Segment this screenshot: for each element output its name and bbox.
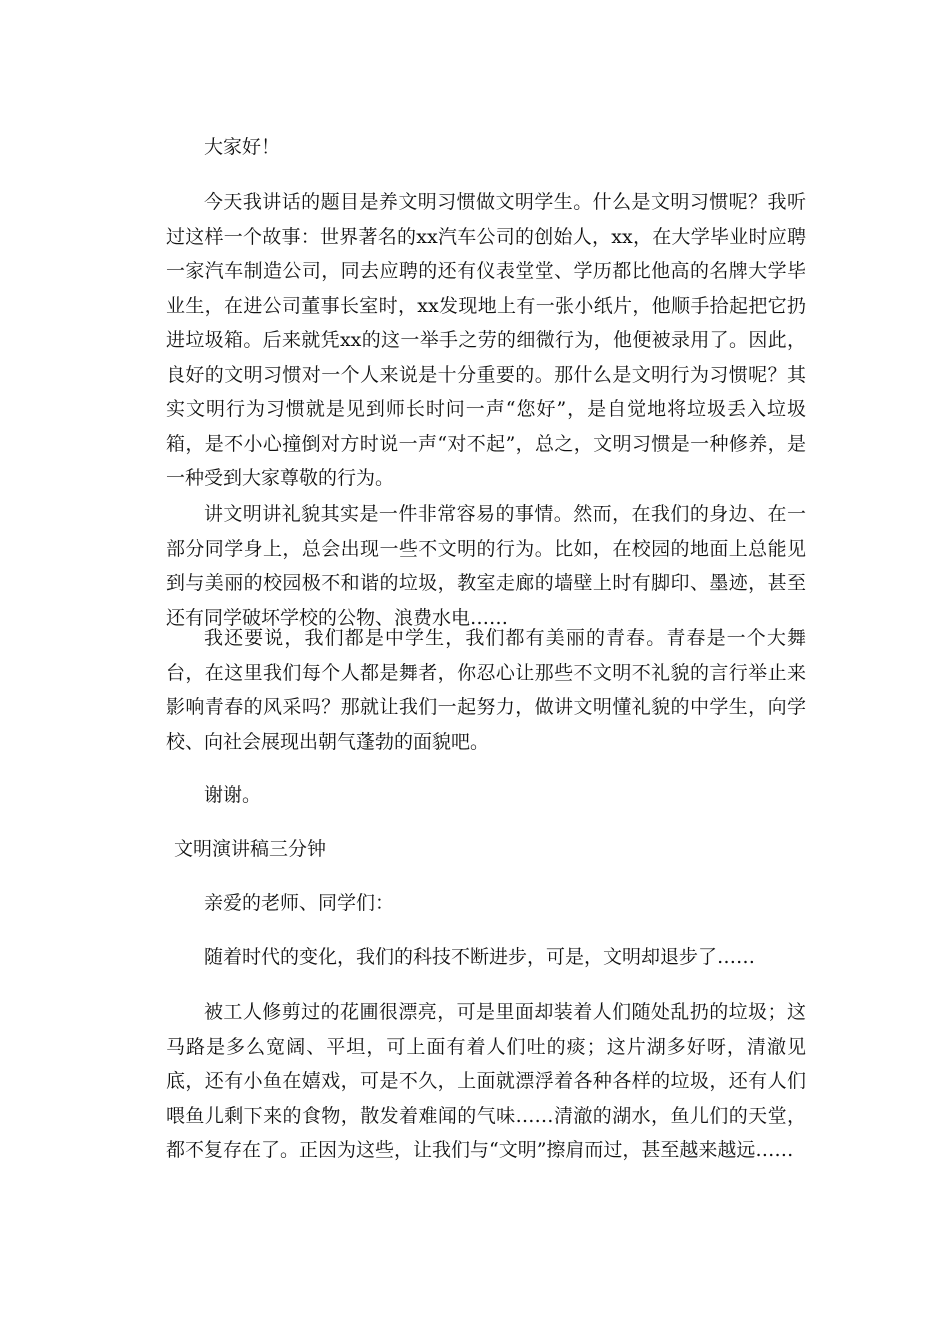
body-paragraph: 被工人修剪过的花圃很漂亮，可是里面却装着人们随处乱扔的垃圾；这马路是多么宽阔、平坦，可上面有着人们吐的痰；这片湖多好呀，清澈见底，还有小鱼在嬉戏，可是不久，上面就漂浮着各种各样的垃圾，还有人们喂鱼儿剩下来的食物，散发着难闻的气味……清澈的湖水，鱼儿们的天堂，都不复存在了。正因为这些，让我们与“文明”擦肩而过，甚至越来越远…… — [166, 1001, 806, 1161]
body-paragraph: 讲文明讲礼貌其实是一件非常容易的事情。然而，在我们的身边、在一部分同学身上，总会出现一些不文明的行为。比如，在校园的地面上总能见到与美丽的校园极不和谐的垃圾，教室走廊的墙壁上时有脚印、墨迹，甚至还有同学破坏学校的公物、浪费水电…… — [166, 503, 806, 629]
body-paragraph: 我还要说，我们都是中学生，我们都有美丽的青春。青春是一个大舞台，在这里我们每个人都是舞者，你忍心让那些不文明不礼貌的言行举止来影响青春的风采吗？那就让我们一起努力，做讲文明懂礼貌的中学生，向学校、向社会展现出朝气蓬勃的面貌吧。 — [166, 627, 806, 753]
body-paragraph: 随着时代的变化，我们的科技不断进步，可是，文明却退步了…… — [204, 946, 756, 968]
salutation-paragraph: 亲爱的老师、同学们： — [204, 892, 395, 914]
thanks-paragraph: 谢谢。 — [204, 784, 262, 806]
section-title: 文明演讲稿三分钟 — [174, 838, 327, 860]
greeting-paragraph: 大家好！ — [204, 136, 281, 158]
body-paragraph: 今天我讲话的题目是养文明习惯做文明学生。什么是文明习惯呢？我听过这样一个故事：世界著名的xx汽车公司的创始人，xx，在大学毕业时应聘一家汽车制造公司，同去应聘的还有仪表堂堂、学历都比他高的名牌大学毕业生，在进公司董事长室时，xx发现地上有一张小纸片，他顺手拾起把它扔进垃圾箱。后来就凭xx的这一举手之劳的细微行为，他便被录用了。因此，良好的文明习惯对一个人来说是十分重要的。那什么是文明行为习惯呢？其实文明行为习惯就是见到师长时问一声“您好”，是自觉地将垃圾丢入垃圾箱，是不小心撞倒对方时说一声“对不起”，总之，文明习惯是一种修养，是一种受到大家尊敬的行为。 — [166, 191, 806, 489]
